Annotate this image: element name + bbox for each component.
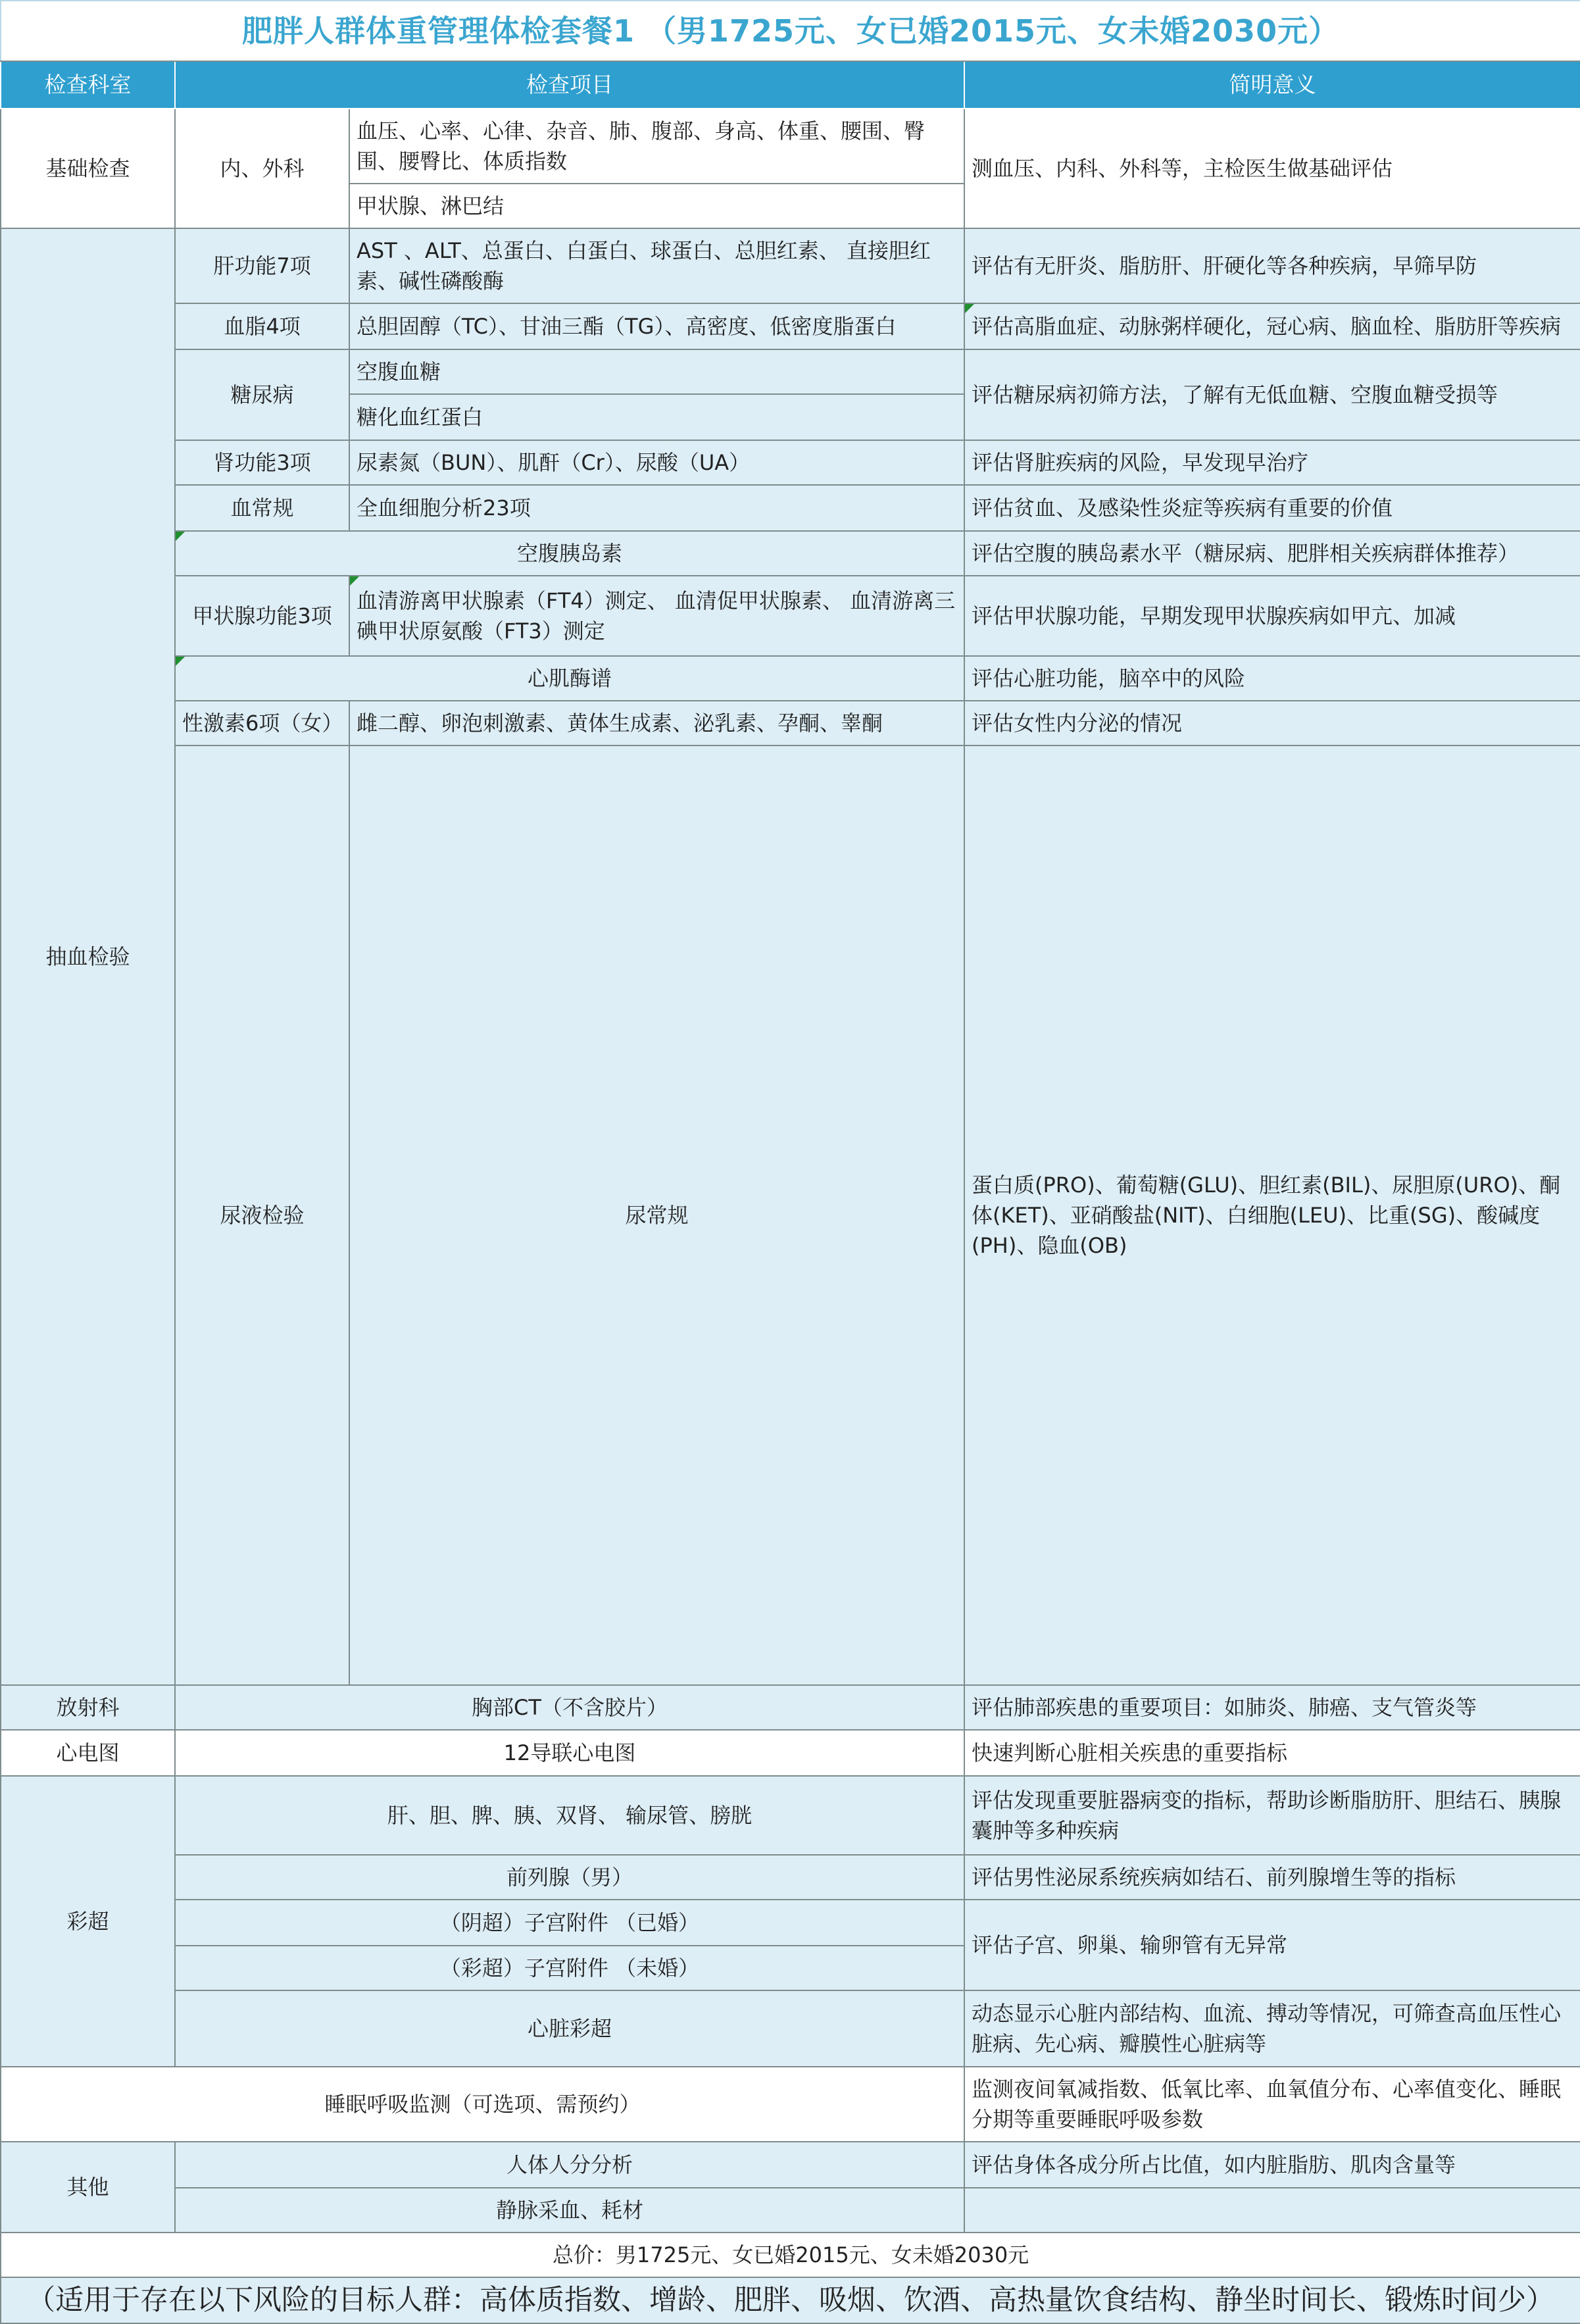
- item-cell: 心脏彩超: [175, 1990, 964, 2067]
- item-cell: （阴超）子宫附件 （已婚）: [175, 1900, 964, 1946]
- table-row: [1, 1990, 1580, 2067]
- item-cell: 总胆固醇（TC）、甘油三酯（TG）、高密度、低密度脂蛋白: [349, 303, 964, 349]
- meaning-cell: [964, 2188, 1580, 2233]
- dept-cell: 其他: [1, 2142, 175, 2233]
- sub-cell: 尿常规: [349, 745, 964, 1685]
- table-row: [1, 2188, 1580, 2233]
- item-cell: 静脉采血、耗材: [175, 2188, 964, 2233]
- table-row: [1, 656, 1580, 701]
- table-row: [1, 701, 1580, 745]
- table-row: [1, 1900, 1580, 1946]
- item-cell: 全血细胞分析23项: [349, 485, 964, 531]
- header-row: [1, 61, 1580, 109]
- sub-cell: 血脂4项: [175, 303, 349, 349]
- meaning-cell: 监测夜间氧减指数、低氧比率、血氧值分布、心率值变化、睡眠分期等重要睡眠呼吸参数: [964, 2067, 1580, 2142]
- meaning-cell: 测血压、内科、外科等，主检医生做基础评估: [964, 109, 1580, 228]
- sub-cell: 血常规: [175, 485, 349, 531]
- item-cell: 肝、胆、脾、胰、双肾、 输尿管、膀胱: [175, 1776, 964, 1855]
- table-row: [1, 109, 1580, 184]
- meaning-cell: 评估糖尿病初筛方法，了解有无低血糖、空腹血糖受损等: [964, 349, 1580, 440]
- item-cell: 糖化血红蛋白: [349, 394, 964, 440]
- meaning-cell: 评估女性内分泌的情况: [964, 701, 1580, 745]
- item-cell: 睡眠呼吸监测（可选项、需预约）: [1, 2067, 964, 2142]
- table-row: [1, 745, 1580, 1685]
- dept-cell: 基础检查: [1, 109, 175, 228]
- page-title: 肥胖人群体重管理体检套餐1 （男1725元、女已婚2015元、女未婚2030元）: [1, 1, 1580, 61]
- header-items: 检查项目: [175, 61, 964, 109]
- table-row: [1, 576, 1580, 656]
- item-cell: 胸部CT（不含胶片）: [175, 1685, 964, 1730]
- item-cell: 空腹胰岛素: [175, 531, 964, 576]
- meaning-cell: 评估身体各成分所占比值，如内脏脂肪、肌肉含量等: [964, 2142, 1580, 2188]
- sub-cell: 甲状腺功能3项: [175, 576, 349, 656]
- header-meaning: 简明意义: [964, 61, 1580, 109]
- meaning-cell: 评估有无肝炎、脂肪肝、肝硬化等各种疾病，早筛早防: [964, 228, 1580, 303]
- dept-cell: 放射科: [1, 1685, 175, 1730]
- meaning-cell: 评估高脂血症、动脉粥样硬化，冠心病、脑血栓、脂肪肝等疾病: [964, 303, 1580, 349]
- dept-cell: 尿液检验: [175, 745, 349, 1685]
- meaning-cell: 评估男性泌尿系统疾病如结石、前列腺增生等的指标: [964, 1855, 1580, 1900]
- sub-cell: 性激素6项（女）: [175, 701, 349, 745]
- sub-cell: 内、外科: [175, 109, 349, 228]
- total-price: 总价：男1725元、女已婚2015元、女未婚2030元: [1, 2233, 1580, 2277]
- sub-cell: 肾功能3项: [175, 440, 349, 485]
- sub-cell: 肝功能7项: [175, 228, 349, 303]
- table-row: [1, 2142, 1580, 2188]
- meaning-cell: 评估发现重要脏器病变的指标，帮助诊断脂肪肝、胆结石、胰腺囊肿等多种疾病: [964, 1776, 1580, 1855]
- table-row: [1, 2067, 1580, 2142]
- meaning-cell: 评估子宫、卵巢、输卵管有无异常: [964, 1900, 1580, 1990]
- item-cell: 人体人分分析: [175, 2142, 964, 2188]
- item-cell: （彩超）子宫附件 （未婚）: [175, 1946, 964, 1990]
- item-cell: 雌二醇、卵泡刺激素、黄体生成素、泌乳素、孕酮、睾酮: [349, 701, 964, 745]
- dept-cell: 抽血检验: [1, 228, 175, 1685]
- item-cell: 前列腺（男）: [175, 1855, 964, 1900]
- dept-cell: 彩超: [1, 1776, 175, 2067]
- target-note: （适用于存在以下风险的目标人群：高体质指数、增龄、肥胖、吸烟、饮酒、高热量饮食结构、静坐时间长、锻炼时间少）: [1, 2277, 1580, 2323]
- table-row: [1, 485, 1580, 531]
- item-cell: 心肌酶谱: [175, 656, 964, 701]
- meaning-cell: 评估心脏功能，脑卒中的风险: [964, 656, 1580, 701]
- table-row: [1, 1730, 1580, 1776]
- meaning-cell: 快速判断心脏相关疾患的重要指标: [964, 1730, 1580, 1776]
- meaning-cell: 评估甲状腺功能，早期发现甲状腺疾病如甲亢、加减: [964, 576, 1580, 656]
- item-cell: 12导联心电图: [175, 1730, 964, 1776]
- table-row: [1, 303, 1580, 349]
- item-cell: 血清游离甲状腺素（FT4）测定、 血清促甲状腺素、 血清游离三碘甲状原氨酸（FT3）测定: [349, 576, 964, 656]
- table-row: [1, 440, 1580, 485]
- sub-cell: 糖尿病: [175, 349, 349, 440]
- meaning-cell: 评估肾脏疾病的风险，早发现早治疗: [964, 440, 1580, 485]
- item-cell: 尿素氮（BUN）、肌酐（Cr）、尿酸（UA）: [349, 440, 964, 485]
- meaning-cell: 评估肺部疾患的重要项目：如肺炎、肺癌、支气管炎等: [964, 1685, 1580, 1730]
- item-cell: 血压、心率、心律、杂音、肺、腹部、身高、体重、腰围、臀围、腰臀比、体质指数: [349, 109, 964, 184]
- item-cell: 甲状腺、淋巴结: [349, 184, 964, 228]
- table-row: [1, 228, 1580, 303]
- table-row: [1, 531, 1580, 576]
- meaning-cell: 动态显示心脏内部结构、血流、搏动等情况，可筛查高血压性心脏病、先心病、瓣膜性心脏病等: [964, 1990, 1580, 2067]
- table-row: [1, 349, 1580, 394]
- table-row: [1, 1855, 1580, 1900]
- table-row: [1, 1685, 1580, 1730]
- meaning-cell: 评估贫血、及感染性炎症等疾病有重要的价值: [964, 485, 1580, 531]
- item-cell: 空腹血糖: [349, 349, 964, 394]
- header-dept: 检查科室: [1, 61, 175, 109]
- meaning-cell: 评估空腹的胰岛素水平（糖尿病、肥胖相关疾病群体推荐）: [964, 531, 1580, 576]
- dept-cell: 心电图: [1, 1730, 175, 1776]
- item-cell: AST 、ALT、总蛋白、白蛋白、球蛋白、总胆红素、 直接胆红素、碱性磷酸酶: [349, 228, 964, 303]
- item-cell: 蛋白质(PRO)、葡萄糖(GLU)、胆红素(BIL)、尿胆原(URO)、酮体(KET)、亚硝酸盐(NIT)、白细胞(LEU)、比重(SG)、酸碱度(PH)、隐血(OB): [964, 745, 1580, 1685]
- table-row: [1, 1776, 1580, 1855]
